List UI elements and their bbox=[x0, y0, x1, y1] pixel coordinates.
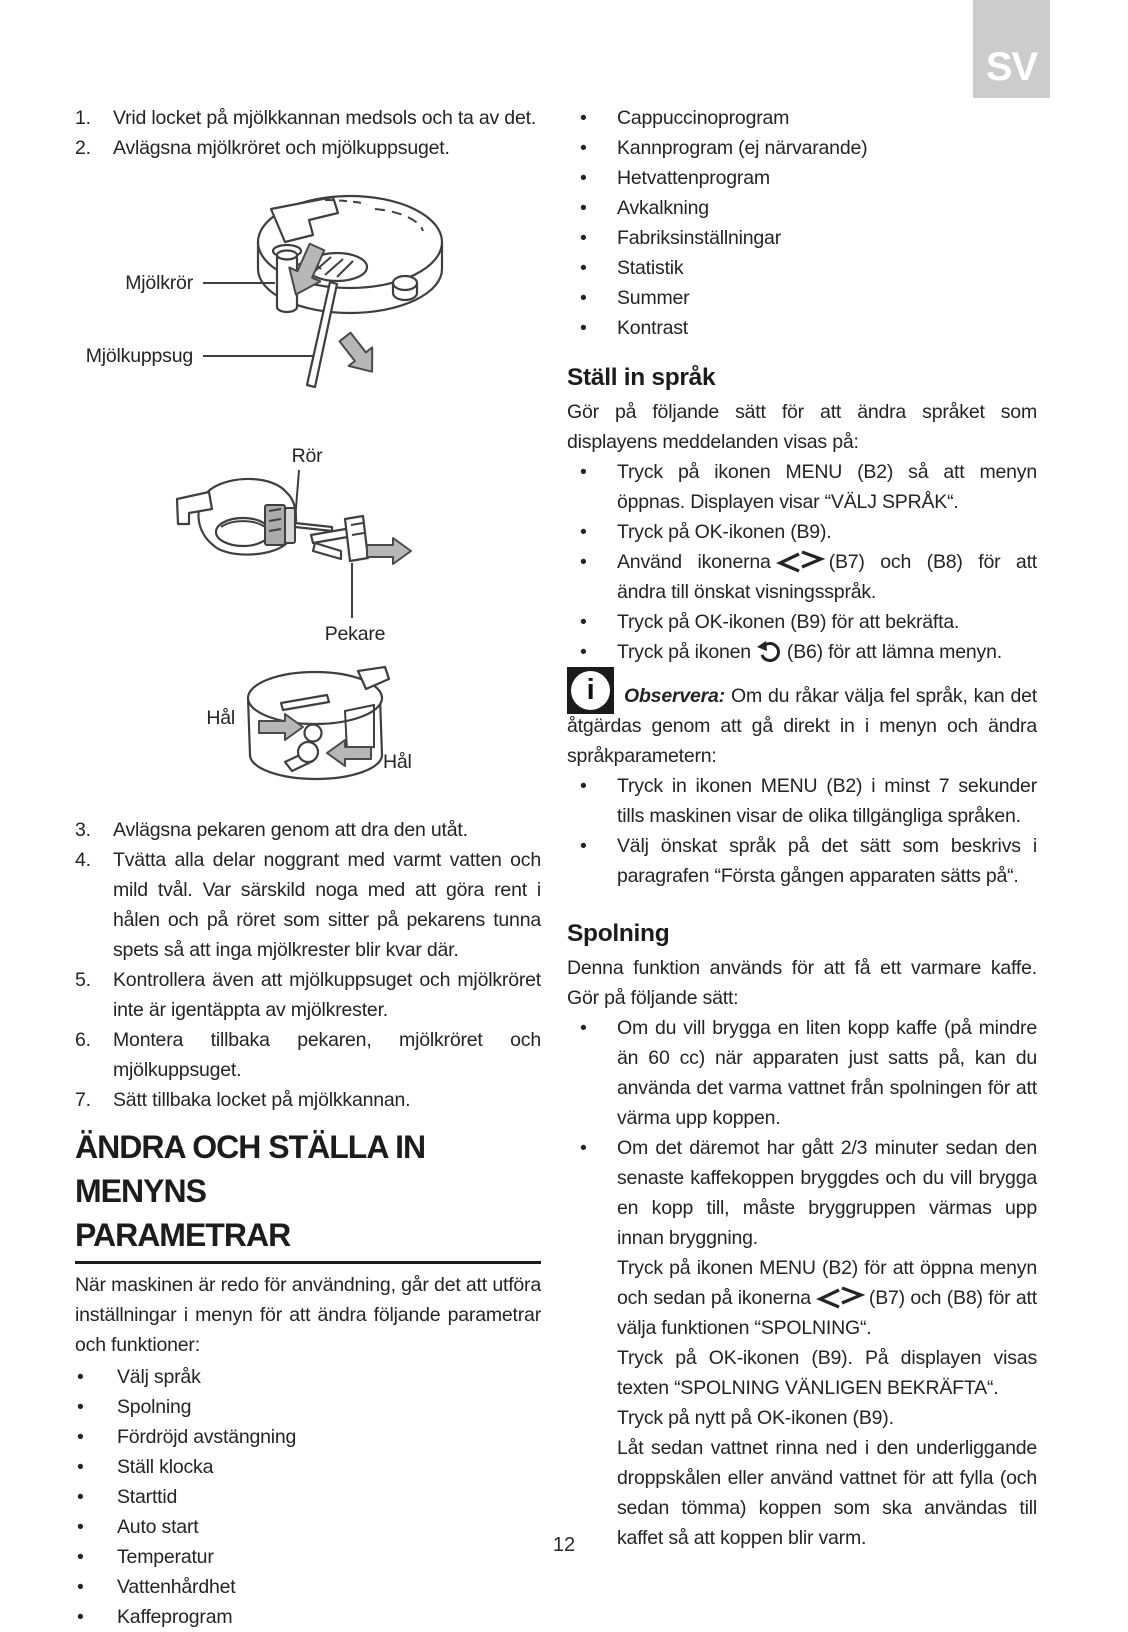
section-title-set-language: Ställ in språk bbox=[567, 364, 716, 391]
list-item-text: Om det däremot har gått 2/3 minuter sedan den senaste kaffekoppen bryggdes och du vill brygga en kopp till, måste bryggruppen värmas upp innan bryggning. bbox=[617, 1137, 1037, 1249]
bullet-icon bbox=[75, 1392, 117, 1422]
step-item bbox=[75, 1025, 541, 1085]
list-item bbox=[567, 1133, 1037, 1253]
step-text: Avlägsna pekaren genom att dra den utåt. bbox=[113, 819, 468, 841]
list-item bbox=[567, 771, 1037, 831]
bullet-icon bbox=[75, 1452, 117, 1482]
step-item bbox=[75, 1085, 541, 1115]
list-item-label: Statistik bbox=[617, 257, 684, 279]
page-number: 12 bbox=[552, 1534, 576, 1556]
list-item bbox=[567, 133, 1037, 163]
list-item-label: Kontrast bbox=[617, 317, 689, 339]
list-item-label: Kaffeprogram bbox=[117, 1606, 233, 1628]
step-number: 3. bbox=[75, 819, 91, 841]
figure-label-milk-tube: Mjölkrör bbox=[125, 272, 193, 294]
bullet-icon bbox=[75, 1602, 117, 1632]
step-text: Tvätta alla delar noggrant med varmt vatten och mild tvål. Var särskild noga med att göra rent i hålen och på röret som sitter på pekarens tunna spets så att inga mjölkrester blir kvar där. bbox=[113, 849, 541, 961]
step-item bbox=[75, 133, 541, 163]
step-number: 1. bbox=[75, 107, 91, 129]
step-text: Sätt tillbaka locket på mjölkkannan. bbox=[113, 1089, 411, 1111]
list-item bbox=[567, 193, 1037, 223]
list-item-text: Om du vill brygga en liten kopp kaffe (på mindre än 60 cc) när apparaten just satts på, kan du använda det varma vattnet från spolningen för att värma upp koppen. bbox=[617, 1017, 1037, 1129]
list-item-text-pre: Tryck på ikonen bbox=[617, 641, 751, 663]
list-item-label: Starttid bbox=[117, 1486, 178, 1508]
figure-label-milk-suction: Mjölkuppsug bbox=[85, 345, 193, 367]
figure-pointer-removal bbox=[75, 439, 541, 651]
return-arrow-icon bbox=[756, 637, 782, 663]
list-item bbox=[567, 253, 1037, 283]
list-item bbox=[75, 1422, 541, 1452]
bullet-icon bbox=[580, 771, 617, 831]
list-item-label: Cappuccinoprogram bbox=[617, 107, 790, 129]
bullet-icon bbox=[580, 831, 617, 891]
list-item-text: Tryck på OK-ikonen (B9) för att bekräfta. bbox=[617, 611, 960, 633]
section-title-menu-parameters bbox=[75, 1125, 541, 1264]
language-badge: SV bbox=[973, 0, 1050, 98]
bullet-icon bbox=[580, 313, 617, 343]
right-column bbox=[567, 103, 1037, 1553]
rinse-intro: Denna funktion används för att få ett varmare kaffe. Gör på följande sätt: bbox=[567, 957, 1037, 1009]
list-item bbox=[75, 1392, 541, 1422]
paragraph-text-pre: Tryck på ikonen MENU (B2) för att öppna menyn och sedan på ikonerna bbox=[617, 1257, 1037, 1309]
list-item-label: Vattenhårdhet bbox=[117, 1576, 236, 1598]
bullet-icon bbox=[580, 1013, 617, 1133]
step-item bbox=[75, 965, 541, 1025]
left-right-arrows-icon bbox=[777, 550, 823, 574]
bullet-icon bbox=[75, 1572, 117, 1602]
section-title-line1: ÄNDRA OCH STÄLLA IN MENYNS bbox=[75, 1129, 426, 1209]
steps-bottom bbox=[75, 815, 541, 1115]
list-item bbox=[567, 1013, 1037, 1133]
bullet-icon bbox=[580, 253, 617, 283]
list-item bbox=[75, 1482, 541, 1512]
figure-milk-lid-disassembly bbox=[75, 187, 541, 395]
step-number: 5. bbox=[75, 969, 91, 991]
step-number: 7. bbox=[75, 1089, 91, 1111]
figure-label-hole-right: Hål bbox=[383, 751, 412, 773]
bullet-icon bbox=[75, 1362, 117, 1392]
bullet-icon bbox=[580, 103, 617, 133]
list-item-label: Avkalkning bbox=[617, 197, 709, 219]
list-item bbox=[567, 831, 1037, 891]
step-text: Montera tillbaka pekaren, mjölkröret och mjölkuppsuget. bbox=[113, 1029, 541, 1081]
list-item bbox=[75, 1362, 541, 1392]
menu-parameter-list-continued bbox=[567, 103, 1037, 343]
list-item-text bbox=[617, 637, 1037, 667]
rinse-continuation-paragraph: Tryck på OK-ikonen (B9). På displayen visas texten “SPOLNING VÄNLIGEN BEKRÄFTA“. bbox=[617, 1347, 1037, 1399]
note-paragraph bbox=[567, 681, 1037, 771]
list-item bbox=[567, 607, 1037, 637]
list-item-text: Tryck på ikonen MENU (B2) så att menyn öppnas. Displayen visar “VÄLJ SPRÅK“. bbox=[617, 461, 1037, 513]
step-text: Kontrollera även att mjölkuppsuget och mjölkröret inte är igentäppta av mjölkrester. bbox=[113, 969, 541, 1021]
pointer-removal-illustration bbox=[75, 439, 541, 651]
list-item-text: Välj önskat språk på det sätt som beskrivs i paragrafen “Första gången apparaten sätts på“. bbox=[617, 835, 1037, 887]
list-item bbox=[567, 223, 1037, 253]
list-item-text bbox=[617, 547, 1037, 607]
list-item-label: Fabriksinställningar bbox=[617, 227, 781, 249]
bullet-icon bbox=[580, 163, 617, 193]
bullet-icon bbox=[75, 1482, 117, 1512]
step-text: Vrid locket på mjölkkannan medsols och ta av det. bbox=[113, 107, 537, 129]
list-item bbox=[75, 1452, 541, 1482]
rinse-continuation-paragraph: Låt sedan vattnet rinna ned i den underliggande droppskålen eller använd vattnet för att fylla (och sedan tömma) koppen som ska användas till kaffet så att koppen blir varm. bbox=[617, 1437, 1037, 1549]
figure-label-hole-left: Hål bbox=[206, 707, 235, 729]
list-item-text-pre: Använd ikonerna bbox=[617, 551, 771, 573]
list-item bbox=[567, 457, 1037, 517]
left-column bbox=[75, 103, 541, 1632]
list-item bbox=[567, 637, 1037, 667]
step-item bbox=[75, 815, 541, 845]
list-item-label: Fördröjd avstängning bbox=[117, 1426, 297, 1448]
info-icon-letter: i bbox=[586, 674, 595, 706]
list-item bbox=[567, 313, 1037, 343]
list-item-text: Tryck på OK-ikonen (B9). bbox=[617, 521, 832, 543]
list-item-label: Temperatur bbox=[117, 1546, 214, 1568]
rinse-steps bbox=[567, 1013, 1037, 1553]
list-item-text: Tryck in ikonen MENU (B2) i minst 7 sekunder tills maskinen visar de olika tillgängliga språken. bbox=[617, 775, 1037, 827]
note-label: Observera: bbox=[624, 685, 725, 707]
list-item-label: Ställ klocka bbox=[117, 1456, 214, 1478]
step-number: 4. bbox=[75, 849, 91, 871]
bullet-icon bbox=[580, 1133, 617, 1253]
list-item-label: Summer bbox=[617, 287, 690, 309]
section-title-rinse: Spolning bbox=[567, 920, 670, 947]
bullet-icon bbox=[580, 193, 617, 223]
list-item bbox=[567, 283, 1037, 313]
bullet-icon bbox=[580, 283, 617, 313]
left-right-arrows-icon bbox=[817, 1286, 863, 1310]
figure-label-pipe: Rör bbox=[291, 445, 323, 467]
list-item bbox=[567, 517, 1037, 547]
list-item-text-post: (B7) och (B8) för att ändra till önskat visningsspråk. bbox=[617, 551, 1037, 603]
bullet-icon bbox=[580, 607, 617, 637]
list-item-label: Spolning bbox=[117, 1396, 192, 1418]
bullet-icon bbox=[75, 1422, 117, 1452]
list-item-label: Auto start bbox=[117, 1516, 199, 1538]
note-block bbox=[567, 674, 1037, 891]
bullet-icon bbox=[580, 133, 617, 163]
set-language-steps bbox=[567, 457, 1037, 667]
list-item bbox=[75, 1602, 541, 1632]
step-number: 2. bbox=[75, 137, 91, 159]
list-item-label: Kannprogram (ej närvarande) bbox=[617, 137, 868, 159]
menu-parameter-list bbox=[75, 1362, 541, 1632]
step-item bbox=[75, 103, 541, 133]
section-intro: När maskinen är redo för användning, går det att utföra inställningar i menyn för att ändra följande parametrar och funktioner: bbox=[75, 1274, 541, 1356]
paragraph-text-post: (B7) och (B8) för att välja funktionen “SPOLNING“. bbox=[617, 1287, 1037, 1339]
list-item bbox=[75, 1572, 541, 1602]
list-item-text-post: (B6) för att lämna menyn. bbox=[786, 641, 1002, 663]
figure-label-pointer: Pekare bbox=[324, 623, 386, 645]
info-icon bbox=[567, 667, 614, 714]
rinse-continuation-paragraph bbox=[617, 1253, 1037, 1343]
list-item bbox=[567, 103, 1037, 133]
note-text: Om du råkar välja fel språk, kan det åtgärdas genom att gå direkt in i menyn och ändra språkparametern: bbox=[567, 685, 1037, 767]
rinse-continuation-paragraph: Tryck på nytt på OK-ikonen (B9). bbox=[617, 1407, 894, 1429]
list-item bbox=[567, 547, 1037, 607]
bullet-icon bbox=[580, 223, 617, 253]
section-title-line2: PARAMETRAR bbox=[75, 1217, 291, 1253]
figure-lid-holes bbox=[75, 663, 541, 789]
set-language-intro: Gör på följande sätt för att ändra språket som displayens meddelanden visas på: bbox=[567, 401, 1037, 453]
bullet-icon bbox=[580, 457, 617, 517]
list-item-label: Välj språk bbox=[117, 1366, 201, 1388]
step-text: Avlägsna mjölkröret och mjölkuppsuget. bbox=[113, 137, 450, 159]
bullet-icon bbox=[580, 547, 617, 607]
step-item bbox=[75, 845, 541, 965]
bullet-icon bbox=[580, 517, 617, 547]
list-item-label: Hetvattenprogram bbox=[617, 167, 770, 189]
steps-top bbox=[75, 103, 541, 163]
step-number: 6. bbox=[75, 1029, 91, 1051]
list-item bbox=[567, 163, 1037, 193]
bullet-icon bbox=[580, 637, 617, 667]
